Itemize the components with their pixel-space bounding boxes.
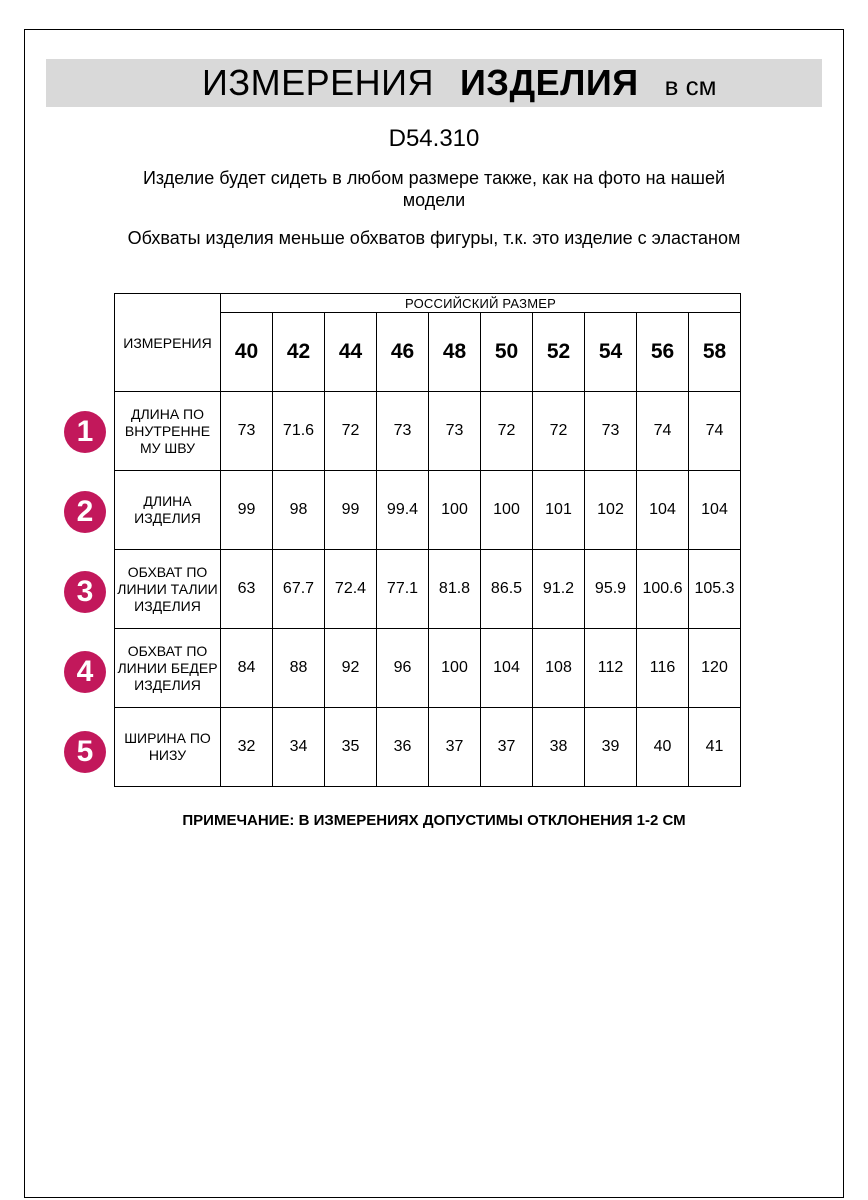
table-cell: 92 [325, 629, 377, 708]
measurements-header: ИЗМЕРЕНИЯ [115, 294, 221, 392]
size-header: 54 [585, 313, 637, 392]
table-cell: 100 [429, 471, 481, 550]
table-cell: 112 [585, 629, 637, 708]
table-cell: 104 [637, 471, 689, 550]
fit-note: Изделие будет сидеть в любом размере также, как на фото на нашей модели [142, 168, 726, 210]
table-row [115, 471, 741, 550]
table-cell: 73 [585, 392, 637, 471]
size-table [114, 293, 741, 787]
table-cell: 98 [273, 471, 325, 550]
row-label: ОБХВАТ ПО ЛИНИИ БЕДЕР ИЗДЕЛИЯ [115, 629, 221, 708]
table-cell: 96 [377, 629, 429, 708]
table-row [115, 392, 741, 471]
size-header: 44 [325, 313, 377, 392]
table-cell: 108 [533, 629, 585, 708]
table-cell: 88 [273, 629, 325, 708]
table-cell: 71.6 [273, 392, 325, 471]
table-cell: 37 [481, 708, 533, 787]
table-cell: 105.3 [689, 550, 741, 629]
table-body [115, 392, 741, 787]
table-cell: 72 [325, 392, 377, 471]
table-cell: 120 [689, 629, 741, 708]
size-header: 56 [637, 313, 689, 392]
table-cell: 73 [429, 392, 481, 471]
table-row [115, 629, 741, 708]
table-cell: 100.6 [637, 550, 689, 629]
table-cell: 35 [325, 708, 377, 787]
size-header: 52 [533, 313, 585, 392]
row-label: ДЛИНА ИЗДЕЛИЯ [115, 471, 221, 550]
size-header: 46 [377, 313, 429, 392]
size-header: 50 [481, 313, 533, 392]
table-row [115, 550, 741, 629]
row-number-badge: 4 [64, 651, 106, 693]
table-cell: 63 [221, 550, 273, 629]
table-cell: 84 [221, 629, 273, 708]
title-word-product: ИЗДЕЛИЯ [460, 62, 639, 103]
size-header: 42 [273, 313, 325, 392]
table-cell: 34 [273, 708, 325, 787]
table-cell: 91.2 [533, 550, 585, 629]
row-number-badge: 5 [64, 731, 106, 773]
table-cell: 116 [637, 629, 689, 708]
elastane-note: Обхваты изделия меньше обхватов фигуры, т.к. это изделие с эластаном [127, 228, 741, 248]
table-cell: 99 [325, 471, 377, 550]
title-unit: в см [664, 71, 717, 101]
table-cell: 100 [481, 471, 533, 550]
table-cell: 86.5 [481, 550, 533, 629]
table-row [115, 708, 741, 787]
table-cell: 41 [689, 708, 741, 787]
size-header: 58 [689, 313, 741, 392]
table-cell: 67.7 [273, 550, 325, 629]
table-cell: 37 [429, 708, 481, 787]
row-number-badge: 1 [64, 411, 106, 453]
table-cell: 100 [429, 629, 481, 708]
table-cell: 32 [221, 708, 273, 787]
table-cell: 73 [221, 392, 273, 471]
table-cell: 104 [689, 471, 741, 550]
row-number-badge: 3 [64, 571, 106, 613]
table-cell: 39 [585, 708, 637, 787]
size-group-header: РОССИЙСКИЙ РАЗМЕР [221, 294, 741, 313]
row-label: ДЛИНА ПО ВНУТРЕННЕ МУ ШВУ [115, 392, 221, 471]
table-cell: 77.1 [377, 550, 429, 629]
model-code: D54.310 [388, 125, 480, 152]
table-cell: 74 [689, 392, 741, 471]
table-cell: 38 [533, 708, 585, 787]
table-cell: 36 [377, 708, 429, 787]
table-cell: 104 [481, 629, 533, 708]
table-cell: 74 [637, 392, 689, 471]
title-word-measurements: ИЗМЕРЕНИЯ [202, 62, 435, 103]
table-cell: 95.9 [585, 550, 637, 629]
table-cell: 81.8 [429, 550, 481, 629]
table-cell: 72 [533, 392, 585, 471]
table-cell: 101 [533, 471, 585, 550]
table-cell: 73 [377, 392, 429, 471]
table-cell: 40 [637, 708, 689, 787]
row-number-badge: 2 [64, 491, 106, 533]
table-cell: 72.4 [325, 550, 377, 629]
table-cell: 102 [585, 471, 637, 550]
table-cell: 72 [481, 392, 533, 471]
row-label: ШИРИНА ПО НИЗУ [115, 708, 221, 787]
size-header: 40 [221, 313, 273, 392]
table-cell: 99.4 [377, 471, 429, 550]
page-title [202, 62, 717, 104]
row-label: ОБХВАТ ПО ЛИНИИ ТАЛИИ ИЗДЕЛИЯ [115, 550, 221, 629]
tolerance-footnote: ПРИМЕЧАНИЕ: В ИЗМЕРЕНИЯХ ДОПУСТИМЫ ОТКЛОНЕНИЯ 1-2 СМ [182, 812, 686, 829]
table-cell: 99 [221, 471, 273, 550]
size-header: 48 [429, 313, 481, 392]
